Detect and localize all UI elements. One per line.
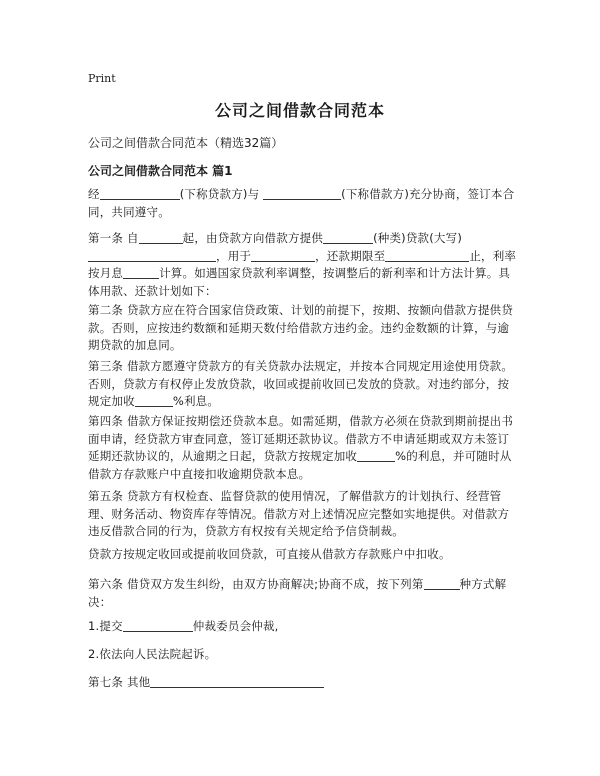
section-heading: 公司之间借款合同范本 篇1 <box>88 164 233 178</box>
text: (下称借款方)充分协商，签订本合同，共同遵守。 <box>88 187 515 219</box>
text: 仲裁委员会仲裁, <box>192 619 279 633</box>
paragraph-article-4 <box>88 413 518 483</box>
text: 第六条 借贷双方发生纠纷，由双方协商解决;协商不成，按下列第 <box>88 577 424 591</box>
text: 第三条 借款方愿遵守贷款方的有关贷款办法规定，并按本合同规定用途使用贷款。否则，贷款方有权停止发放贷款，收回或提前收回已发放的贷款。对违约部分，按规定加收 <box>88 359 514 408</box>
text: ，用于 <box>216 248 252 263</box>
paragraph-article-5: 第五条 贷款方有权检查、监督贷款的使用情况，了解借款方的计划执行、经营管理、财务活动、物资库存等情况。借款方对上述情况应完整如实地提供。对借款方违反借款合同的行为，贷款方有权按有关规定给予信贷制裁。 <box>88 489 510 538</box>
paragraph-article-2: 第二条 贷款方应在符合国家信贷政策、计划的前提下，按期、按额向借款方提供贷款。否则，应按违约数额和延期天数付给借款方违约金。违约金数额的计算，与逾期贷款的加息同。 <box>88 303 514 352</box>
text: %利息。 <box>172 394 220 408</box>
text: ，还款期限至 <box>315 248 386 263</box>
document-subtitle: 公司之间借款合同范本（精选32篇） <box>88 136 284 150</box>
paragraph-article-7 <box>88 674 518 692</box>
paragraph-recovery: 贷款方按规定收回或提前收回贷款，可直接从借款方存款账户中扣收。 <box>88 547 451 561</box>
blank-line <box>263 186 341 200</box>
text: 起，由贷款方向借款方提供 <box>182 231 324 245</box>
text: (下称贷款方)与 <box>179 187 260 201</box>
blank-line <box>123 265 159 279</box>
text: %的利息，并可随时从借款方存款账户中直接扣收逾期贷款本息。 <box>88 449 512 481</box>
text: 经 <box>88 187 100 201</box>
blank-line <box>88 248 216 262</box>
text: 计算。如遇国家贷款利率调整，按调整后的新利率和计方法计算。具体用款、还款计划如下： <box>88 266 511 298</box>
blank-line <box>100 186 180 200</box>
text: 第七条 其他 <box>88 675 151 689</box>
paragraph-article-6 <box>88 576 518 611</box>
blank-line <box>139 230 183 244</box>
text: 种方式解决： <box>88 577 507 609</box>
blank-line <box>150 674 324 688</box>
paragraph-parties <box>88 186 518 221</box>
blank-line <box>357 448 395 462</box>
blank-line <box>251 248 315 262</box>
blank-line <box>135 393 173 407</box>
text: 止，利率按月息 <box>88 248 517 280</box>
paragraph-article-1 <box>88 230 518 300</box>
blank-line <box>323 230 373 244</box>
page-title: 公司之间借款合同范本 <box>214 101 385 120</box>
text: 第一条 自 <box>88 231 139 245</box>
paragraph-option-1 <box>88 618 518 636</box>
blank-line <box>123 618 193 632</box>
text: 第四条 借款方保证按期偿还贷款本息。如需延期，借款方必须在贷款到期前提出书面申请，经贷款方审查同意，签订延期还款协议。借款方不申请延期或双方未签订延期还款协议的，从逾期之日起，贷款方按规定加收 <box>88 414 514 463</box>
text: (种类)贷款(大写) <box>373 231 463 245</box>
blank-line <box>385 248 469 262</box>
paragraph-article-3 <box>88 358 518 411</box>
paragraph-option-2: 2.依法向人民法院起诉。 <box>88 647 217 661</box>
text: 1.提交 <box>88 619 123 633</box>
print-label: Print <box>88 72 116 85</box>
blank-line <box>424 576 460 590</box>
